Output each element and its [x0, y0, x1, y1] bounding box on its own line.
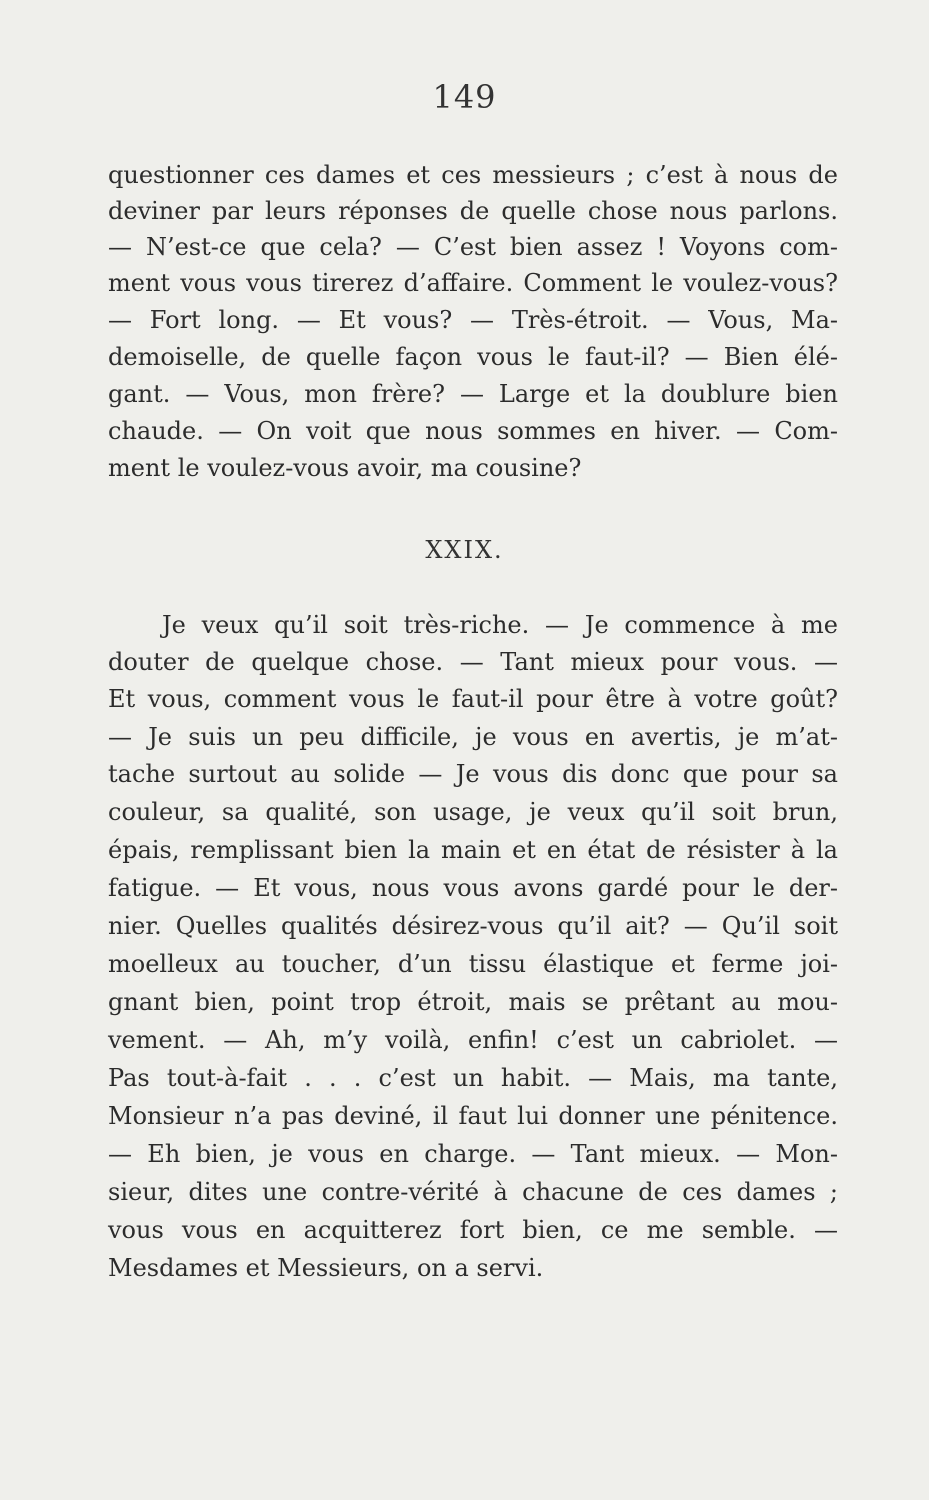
text-line: — Fort long. — Et vous? — Très-étroit. — Vous, Ma-	[108, 306, 838, 334]
text-line: ment le voulez-vous avoir, ma cousine?	[108, 454, 582, 482]
text-line: Pas tout-à-fait . . . c’est un habit. — Mais, ma tante,	[108, 1064, 838, 1092]
text-line: Mesdames et Messieurs, on a servi.	[108, 1254, 544, 1282]
text-line: questionner ces dames et ces messieurs ; c’est à nous de	[108, 161, 838, 189]
text-line: Monsieur n’a pas deviné, il faut lui donner une pénitence.	[108, 1102, 838, 1130]
text-line: gant. — Vous, mon frère? — Large et la doublure bien	[108, 380, 838, 408]
text-line: sieur, dites une contre-vérité à chacune de ces dames ;	[108, 1178, 838, 1206]
text-line: Je veux qu’il soit très-riche. — Je commence à me	[162, 611, 838, 639]
text-line: moelleux au toucher, d’un tissu élastique et ferme joi-	[108, 950, 838, 978]
text-line: douter de quelque chose. — Tant mieux pour vous. —	[108, 648, 838, 676]
text-line: fatigue. — Et vous, nous vous avons gardé pour le der-	[108, 874, 838, 902]
text-line: gnant bien, point trop étroit, mais se prêtant au mou-	[108, 988, 838, 1016]
text-line: vous vous en acquitterez fort bien, ce me semble. —	[108, 1216, 838, 1244]
section-heading: XXIX.	[425, 536, 504, 564]
text-line: — Je suis un peu difficile, je vous en avertis, je m’at-	[108, 723, 838, 751]
text-line: couleur, sa qualité, son usage, je veux qu’il soit brun,	[108, 798, 838, 826]
text-line: deviner par leurs réponses de quelle chose nous parlons.	[108, 197, 838, 225]
text-line: épais, remplissant bien la main et en état de résister à la	[108, 836, 838, 864]
text-line: nier. Quelles qualités désirez-vous qu’il ait? — Qu’il soit	[108, 912, 838, 940]
text-line: ment vous vous tirerez d’affaire. Comment le voulez-vous?	[108, 269, 838, 297]
text-line: — N’est-ce que cela? — C’est bien assez ! Voyons com-	[108, 233, 838, 261]
text-line: demoiselle, de quelle façon vous le faut-il? — Bien élé-	[108, 343, 838, 371]
page-number: 149	[432, 78, 497, 116]
text-line: chaude. — On voit que nous sommes en hiver. — Com-	[108, 417, 838, 445]
text-line: Et vous, comment vous le faut-il pour être à votre goût?	[108, 685, 838, 713]
text-line: vement. — Ah, m’y voilà, enfin! c’est un cabriolet. —	[108, 1026, 838, 1054]
text-line: tache surtout au solide — Je vous dis donc que pour sa	[108, 760, 838, 788]
text-line: — Eh bien, je vous en charge. — Tant mieux. — Mon-	[108, 1140, 838, 1168]
